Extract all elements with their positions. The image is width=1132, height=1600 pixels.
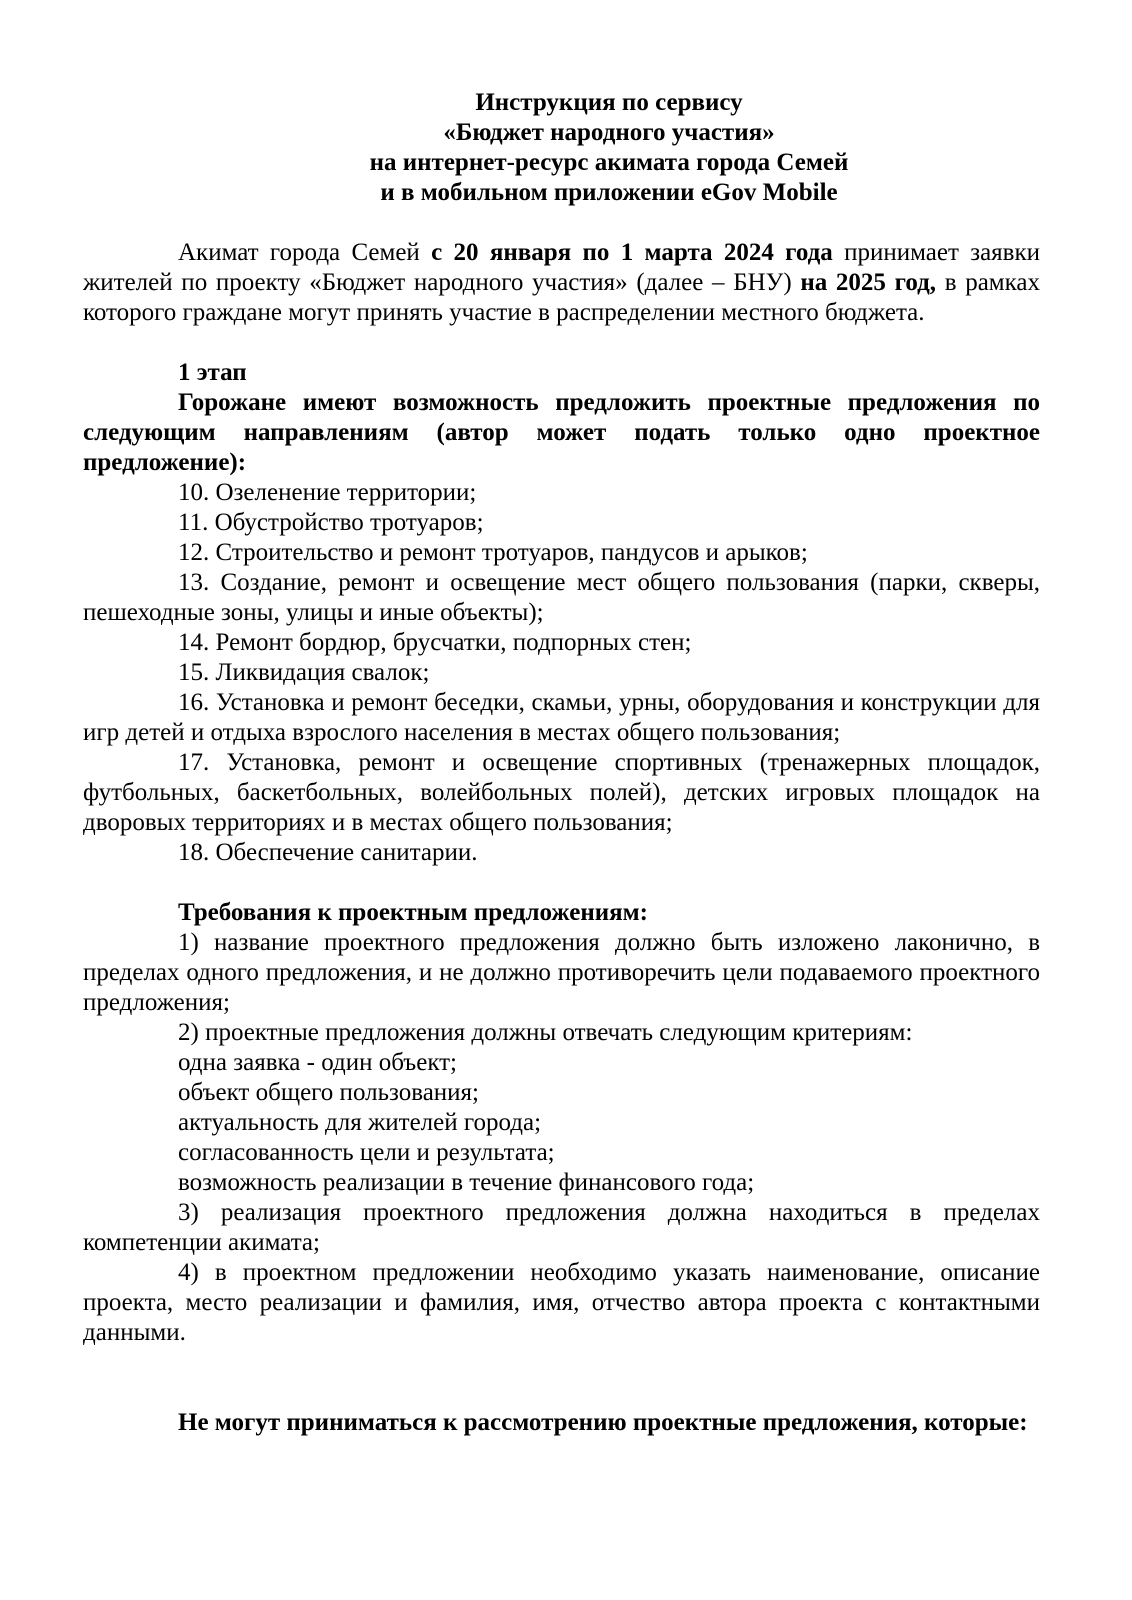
list-item [83, 568, 1040, 628]
text-run: 14. Ремонт бордюр, брусчатки, подпорных стен; [178, 629, 692, 656]
text-run: 13. Создание, ремонт и освещение мест общего пользования (парки, скверы, пешеходные зоны, улицы и иные объекты); [83, 569, 1040, 626]
list-item [83, 748, 1040, 838]
document-title-line [83, 88, 1040, 118]
list-item [83, 628, 1040, 658]
empty-line [83, 868, 1040, 898]
text-run: на интернет-ресурс акимата города Семей [369, 149, 849, 176]
document-title-line [83, 118, 1040, 148]
text-run: актуальность для жителей города; [178, 1109, 542, 1136]
text-run: с 20 января по 1 марта 2024 года [431, 239, 833, 266]
text-run: 4) в проектном предложении необходимо указать наименование, описание проекта, место реализации и фамилия, имя, отчество автора проекта с контактными данными. [83, 1259, 1040, 1346]
text-run: 15. Ликвидация свалок; [178, 659, 430, 686]
directions-intro-paragraph [83, 388, 1040, 478]
criterion-line [83, 1168, 1040, 1198]
empty-line [83, 208, 1040, 238]
empty-line [83, 328, 1040, 358]
list-item [83, 538, 1040, 568]
text-run: Акимат города Семей [178, 239, 432, 266]
text-run: Не могут приниматься к рассмотрению проектные предложения, которые: [178, 1409, 1028, 1436]
empty-line [83, 1378, 1040, 1408]
document-title-line [83, 148, 1040, 178]
text-run: 18. Обеспечение санитарии. [178, 839, 478, 866]
document-content [83, 88, 1040, 1438]
text-run: 2) проектные предложения должны отвечать следующим критериям: [178, 1019, 913, 1046]
text-run: 10. Озеленение территории; [178, 479, 477, 506]
text-run: и в мобильном приложении eGov Mobile [380, 179, 838, 206]
rejection-intro-paragraph [83, 1408, 1040, 1438]
text-run: «Бюджет народного участия» [443, 119, 775, 146]
list-item [83, 508, 1040, 538]
text-run: Инструкция по сервису [475, 89, 743, 116]
criterion-line [83, 1138, 1040, 1168]
text-run: Горожане имеют возможность предложить проектные предложения по следующим направлениям (автор может подать только одно проектное предложение): [83, 389, 1040, 476]
empty-line [83, 1348, 1040, 1378]
criterion-line [83, 1078, 1040, 1108]
stage-heading [83, 358, 1040, 388]
text-run: согласованность цели и результата; [178, 1139, 555, 1166]
text-run: на 2025 год, [800, 269, 937, 296]
text-run: объект общего пользования; [178, 1079, 479, 1106]
requirements-heading [83, 898, 1040, 928]
criterion-line [83, 1108, 1040, 1138]
text-run: 16. Установка и ремонт беседки, скамьи, урны, оборудования и конструкции для игр детей и отдыха взрослого населения в местах общего пользования; [83, 689, 1040, 746]
text-run: 1 этап [178, 359, 247, 386]
text-run: 12. Строительство и ремонт тротуаров, пандусов и арыков; [178, 539, 808, 566]
text-run: 17. Установка, ремонт и освещение спортивных (тренажерных площадок, футбольных, баскетбольных, волейбольных полей), детских игровых площадок на дворовых территориях и в местах общего пользования; [83, 749, 1040, 836]
requirement-paragraph [83, 928, 1040, 1018]
text-run: 1) название проектного предложения должно быть изложено лаконично, в пределах одного предложения, и не должно противоречить цели подаваемого проектного предложения; [83, 929, 1040, 1016]
text-run: 3) реализация проектного предложения должна находиться в пределах компетенции акимата; [83, 1199, 1040, 1256]
requirement-paragraph [83, 1018, 1040, 1048]
document-title-line [83, 178, 1040, 208]
text-run: 11. Обустройство тротуаров; [178, 509, 484, 536]
text-run: Требования к проектным предложениям: [178, 899, 649, 926]
intro-paragraph [83, 238, 1040, 328]
list-item [83, 478, 1040, 508]
text-run: в рамках которого граждане могут принять участие в распределении местного бюджета. [83, 269, 1040, 326]
text-run: принимает заявки жителей по проекту «Бюджет народного участия» (далее – БНУ) [83, 239, 1040, 296]
text-run: возможность реализации в течение финансового года; [178, 1169, 755, 1196]
list-item [83, 658, 1040, 688]
list-item [83, 688, 1040, 748]
requirement-paragraph [83, 1258, 1040, 1348]
requirement-paragraph [83, 1198, 1040, 1258]
criterion-line [83, 1048, 1040, 1078]
list-item [83, 838, 1040, 868]
text-run: одна заявка - один объект; [178, 1049, 458, 1076]
